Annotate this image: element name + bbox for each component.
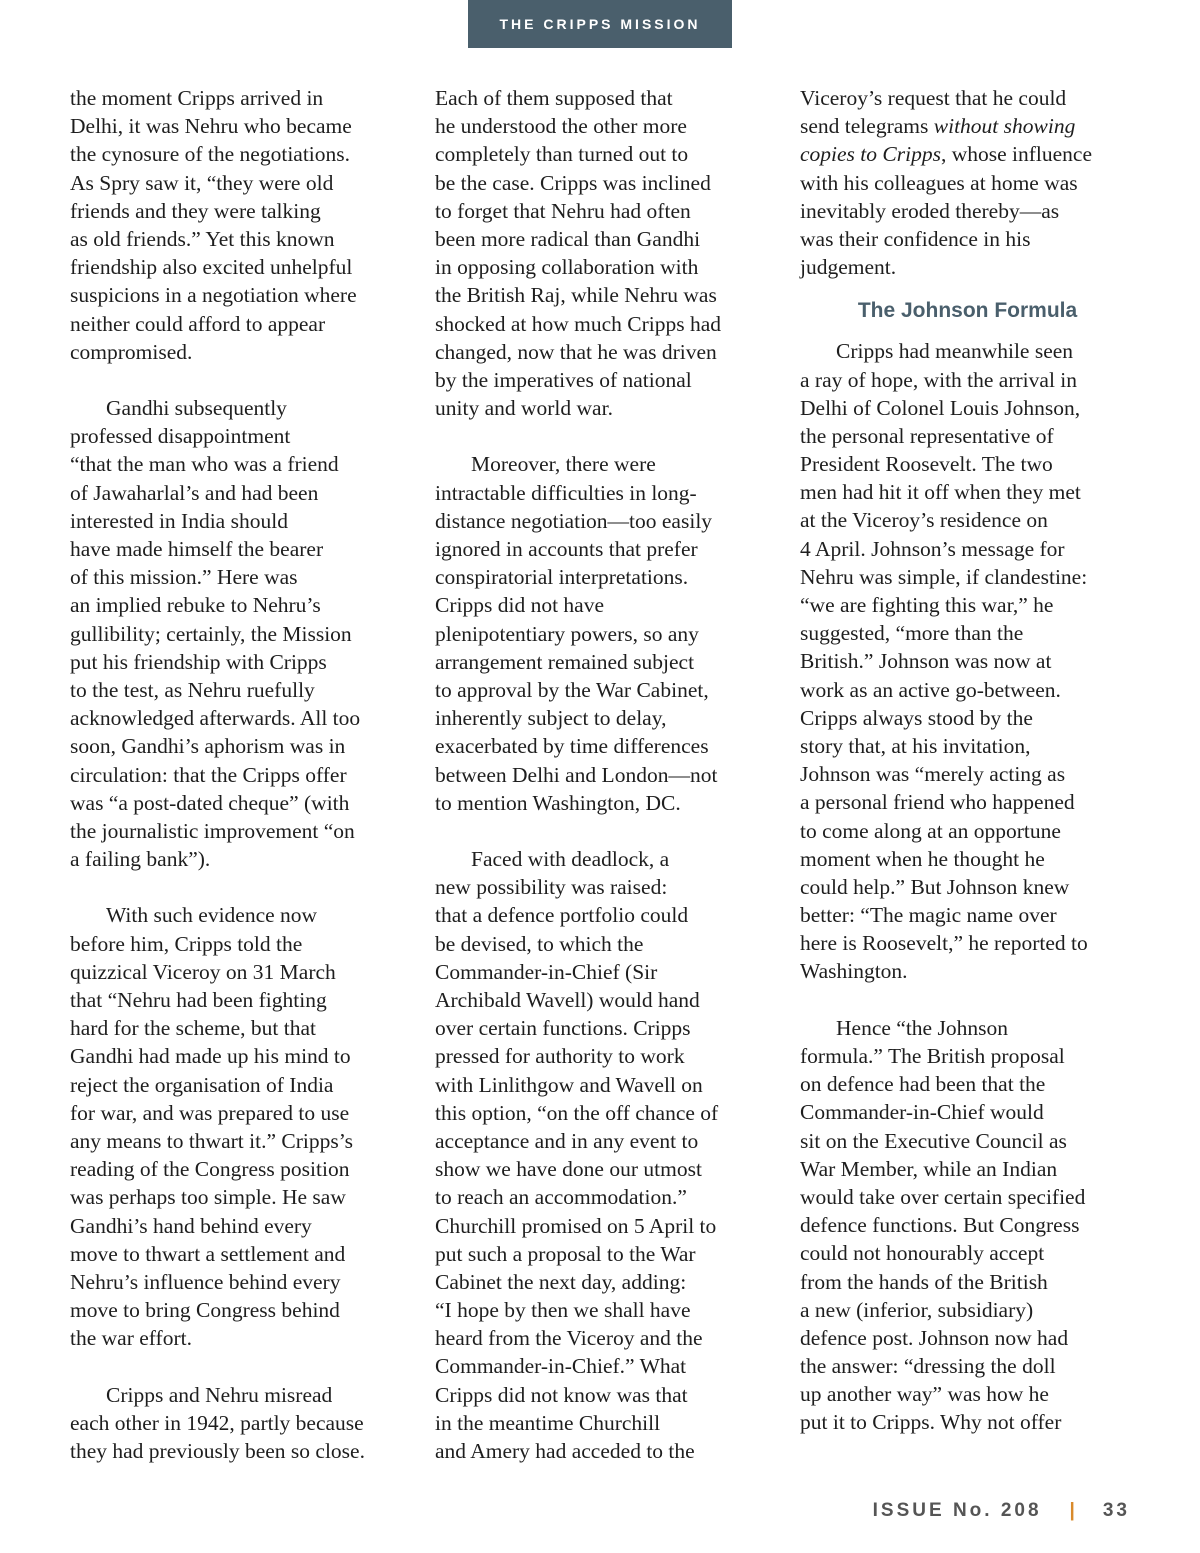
- text-line: “we are fighting this war,” he: [800, 593, 1054, 617]
- text-line: Moreover, there were: [471, 452, 656, 477]
- text-line: for war, and was prepared to use: [70, 1100, 350, 1125]
- text-line: on defence had been that the: [800, 1072, 1046, 1097]
- text-line: be the case. Cripps was inclined: [435, 170, 711, 195]
- text-line: with Linlithgow and Wavell on: [435, 1072, 703, 1097]
- text-line: defence functions. But Congress: [800, 1213, 1080, 1238]
- text-line: interested in India should: [70, 508, 288, 533]
- text-line: judgement.: [800, 255, 897, 280]
- text-line: the answer: “dressing the doll: [800, 1354, 1056, 1379]
- text-line: in opposing collaboration with: [435, 255, 699, 280]
- text-line: friends and they were talking: [70, 198, 321, 223]
- article-column-2: [435, 84, 770, 1465]
- text-line: men had hit it off when they met: [800, 480, 1081, 505]
- text-line: Each of them supposed that: [435, 86, 673, 110]
- paragraph-gap: [70, 366, 405, 394]
- text-line: British.” Johnson was now at: [800, 649, 1052, 674]
- text-line: defence post. Johnson now had: [800, 1325, 1069, 1350]
- paragraph-gap: [800, 986, 1135, 1014]
- text-line: a ray of hope, with the arrival in: [800, 367, 1078, 392]
- text-line: any means to thwart it.” Cripps’s: [70, 1128, 354, 1153]
- text-line: from the hands of the British: [800, 1269, 1048, 1294]
- text-line: ignored in accounts that prefer: [435, 537, 698, 561]
- paragraph-gap: [70, 873, 405, 901]
- text-line: friendship also excited unhelpful: [70, 255, 353, 280]
- italic-text: copies to Cripps: [800, 142, 941, 167]
- text-line: Cripps and Nehru misread: [106, 1382, 333, 1407]
- page-number: 33: [1102, 1500, 1130, 1521]
- text-line: a failing bank”).: [70, 847, 211, 872]
- text-line: inherently subject to delay,: [435, 706, 667, 731]
- text-line: Nehru was simple, if clandestine:: [800, 564, 1088, 589]
- text-line: each other in 1942, partly because: [70, 1410, 364, 1435]
- text-line: put it to Cripps. Why not offer: [800, 1410, 1062, 1435]
- text-line: to reach an accommodation.”: [435, 1185, 687, 1210]
- text-line: Hence “the Johnson: [836, 1015, 1008, 1040]
- text-line: better: “The magic name over: [800, 903, 1057, 928]
- text-line: plenipotentiary powers, so any: [435, 621, 699, 646]
- text-line: Nehru’s influence behind every: [70, 1269, 341, 1294]
- text-line: “that the man who was a friend: [70, 452, 339, 477]
- issue-number: ISSUE No. 208: [872, 1500, 1042, 1521]
- text-line: neither could afford to appear: [70, 311, 326, 336]
- text-line: in the meantime Churchill: [435, 1410, 661, 1435]
- text-line: work as an active go-between.: [800, 677, 1061, 702]
- text-line: between Delhi and London—not: [435, 762, 718, 787]
- text-line: professed disappointment: [70, 424, 291, 449]
- text-line: Commander-in-Chief would: [800, 1100, 1044, 1125]
- paragraph-gap: [435, 817, 770, 845]
- text-line: Delhi, it was Nehru who became: [70, 114, 352, 139]
- text-line: the war effort.: [70, 1326, 192, 1351]
- text-line: could help.” But Johnson knew: [800, 874, 1070, 899]
- text-segment: , whose influence: [940, 142, 1092, 167]
- text-line: changed, now that he was driven: [435, 339, 717, 364]
- text-line: Cripps did not know was that: [435, 1382, 688, 1407]
- paragraph-gap: [435, 422, 770, 450]
- text-line: Cripps always stood by the: [800, 705, 1033, 730]
- text-line: move to bring Congress behind: [70, 1298, 340, 1323]
- text-line: Cripps had meanwhile seen: [836, 339, 1074, 364]
- text-line: acceptance and in any event to: [435, 1128, 699, 1153]
- italic-text: without showing: [933, 114, 1076, 139]
- text-line: conspiratorial interpretations.: [435, 565, 689, 590]
- text-line: that “Nehru had been fighting: [70, 988, 327, 1012]
- text-line: of this mission.” Here was: [70, 565, 298, 590]
- text-line: inevitably eroded thereby—as: [800, 198, 1060, 223]
- text-line: before him, Cripps told the: [70, 931, 303, 956]
- text-line: hard for the scheme, but that: [70, 1016, 316, 1041]
- text-line: “I hope by then we shall have: [435, 1298, 691, 1323]
- text-line: shocked at how much Cripps had: [435, 311, 722, 336]
- text-line: reading of the Congress position: [70, 1157, 350, 1182]
- text-line: as old friends.” Yet this known: [70, 226, 335, 251]
- text-line: up another way” was how he: [800, 1382, 1049, 1407]
- text-line: to forget that Nehru had often: [435, 198, 691, 223]
- text-line: been more radical than Gandhi: [435, 226, 701, 251]
- text-line: to mention Washington, DC.: [435, 790, 681, 815]
- text-line: this option, “on the off chance of: [435, 1100, 719, 1125]
- text-line: completely than turned out to: [435, 142, 689, 167]
- text-line: soon, Gandhi’s aphorism was in: [70, 734, 346, 759]
- text-line: new possibility was raised:: [435, 875, 668, 900]
- text-line: with his colleagues at home was: [800, 170, 1078, 195]
- text-line: to come along at an opportune: [800, 818, 1061, 843]
- text-line: put such a proposal to the War: [435, 1241, 696, 1266]
- text-line: show we have done our utmost: [435, 1157, 702, 1182]
- text-line: the journalistic improvement “on: [70, 818, 355, 843]
- article-column-3: [800, 84, 1135, 1437]
- text-line: of Jawaharlal’s and had been: [70, 480, 319, 505]
- text-line: Cabinet the next day, adding:: [435, 1269, 687, 1294]
- page-footer: [873, 1500, 1130, 1522]
- text-line: compromised.: [70, 339, 193, 364]
- paragraph-gap: [70, 1352, 405, 1380]
- text-line: Viceroy’s request that he could: [800, 86, 1067, 110]
- text-line: the cynosure of the negotiations.: [70, 142, 351, 167]
- text-line: reject the organisation of India: [70, 1072, 334, 1097]
- text-line: he understood the other more: [435, 114, 687, 139]
- text-line: by the imperatives of national: [435, 367, 692, 392]
- text-line: suggested, “more than the: [800, 621, 1024, 646]
- text-line: to the test, as Nehru ruefully: [70, 677, 315, 702]
- text-line: Commander-in-Chief (Sir: [435, 959, 658, 984]
- text-line: Delhi of Colonel Louis Johnson,: [800, 395, 1081, 420]
- text-line: the British Raj, while Nehru was: [435, 283, 717, 308]
- text-line: be devised, to which the: [435, 931, 644, 956]
- text-line: quizzical Viceroy on 31 March: [70, 959, 336, 984]
- text-line: Gandhi had made up his mind to: [70, 1044, 351, 1069]
- text-line: Cripps did not have: [435, 593, 604, 618]
- text-line: have made himself the bearer: [70, 537, 324, 561]
- text-line: pressed for authority to work: [435, 1044, 685, 1069]
- text-line: was perhaps too simple. He saw: [70, 1185, 346, 1210]
- text-line: Johnson was “merely acting as: [800, 762, 1066, 787]
- text-line: and Amery had acceded to the: [435, 1439, 695, 1463]
- text-line: intractable difficulties in long-: [435, 480, 697, 505]
- text-line: Churchill promised on 5 April to: [435, 1213, 717, 1238]
- text-line: put his friendship with Cripps: [70, 649, 327, 674]
- text-line: moment when he thought he: [800, 846, 1045, 871]
- text-line: As Spry saw it, “they were old: [70, 170, 334, 195]
- text-line: was “a post-dated cheque” (with: [70, 790, 350, 815]
- text-line: gullibility; certainly, the Mission: [70, 621, 352, 646]
- text-line: a new (inferior, subsidiary): [800, 1297, 1034, 1322]
- text-line: acknowledged afterwards. All too: [70, 706, 361, 731]
- text-line: Faced with deadlock, a: [471, 847, 670, 872]
- text-line: heard from the Viceroy and the: [435, 1326, 703, 1351]
- text-line: Gandhi subsequently: [106, 396, 287, 421]
- text-line: Gandhi’s hand behind every: [70, 1213, 312, 1238]
- text-line: a personal friend who happened: [800, 790, 1075, 815]
- text-line: [800, 112, 1135, 140]
- text-line: distance negotiation—too easily: [435, 508, 713, 533]
- text-line: could not honourably accept: [800, 1241, 1045, 1266]
- text-line: to approval by the War Cabinet,: [435, 677, 709, 702]
- text-line: exacerbated by time differences: [435, 734, 709, 759]
- text-line: sit on the Executive Council as: [800, 1128, 1067, 1153]
- text-line: they had previously been so close.: [70, 1439, 365, 1463]
- text-line: would take over certain specified: [800, 1184, 1086, 1209]
- text-line: circulation: that the Cripps offer: [70, 762, 347, 787]
- text-line: at the Viceroy’s residence on: [800, 508, 1048, 533]
- text-line: With such evidence now: [106, 903, 318, 928]
- section-title: THE CRIPPS MISSION: [468, 0, 732, 48]
- text-line: move to thwart a settlement and: [70, 1241, 346, 1266]
- text-line: [800, 140, 1135, 168]
- text-line: arrangement remained subject: [435, 649, 695, 674]
- text-line: story that, at his invitation,: [800, 733, 1031, 758]
- text-line: President Roosevelt. The two: [800, 452, 1053, 477]
- section-subheading: The Johnson Formula: [857, 299, 1078, 323]
- text-line: that a defence portfolio could: [435, 903, 689, 928]
- text-line: the moment Cripps arrived in: [70, 86, 324, 110]
- text-line: War Member, while an Indian: [800, 1156, 1058, 1181]
- article-column-1: [70, 84, 405, 1465]
- text-line: unity and world war.: [435, 396, 613, 421]
- text-segment: send telegrams: [800, 114, 934, 139]
- text-line: Washington.: [800, 959, 908, 984]
- text-line: Commander-in-Chief.” What: [435, 1354, 687, 1379]
- text-line: over certain functions. Cripps: [435, 1016, 691, 1041]
- text-line: 4 April. Johnson’s message for: [800, 536, 1065, 561]
- text-line: was their confidence in his: [800, 226, 1031, 251]
- text-line: Archibald Wavell) would hand: [435, 988, 700, 1012]
- text-line: suspicions in a negotiation where: [70, 283, 357, 308]
- text-line: the personal representative of: [800, 423, 1054, 448]
- footer-separator: |: [1069, 1500, 1075, 1521]
- text-line: formula.” The British proposal: [800, 1044, 1065, 1068]
- text-line: an implied rebuke to Nehru’s: [70, 593, 321, 618]
- text-line: here is Roosevelt,” he reported to: [800, 931, 1088, 956]
